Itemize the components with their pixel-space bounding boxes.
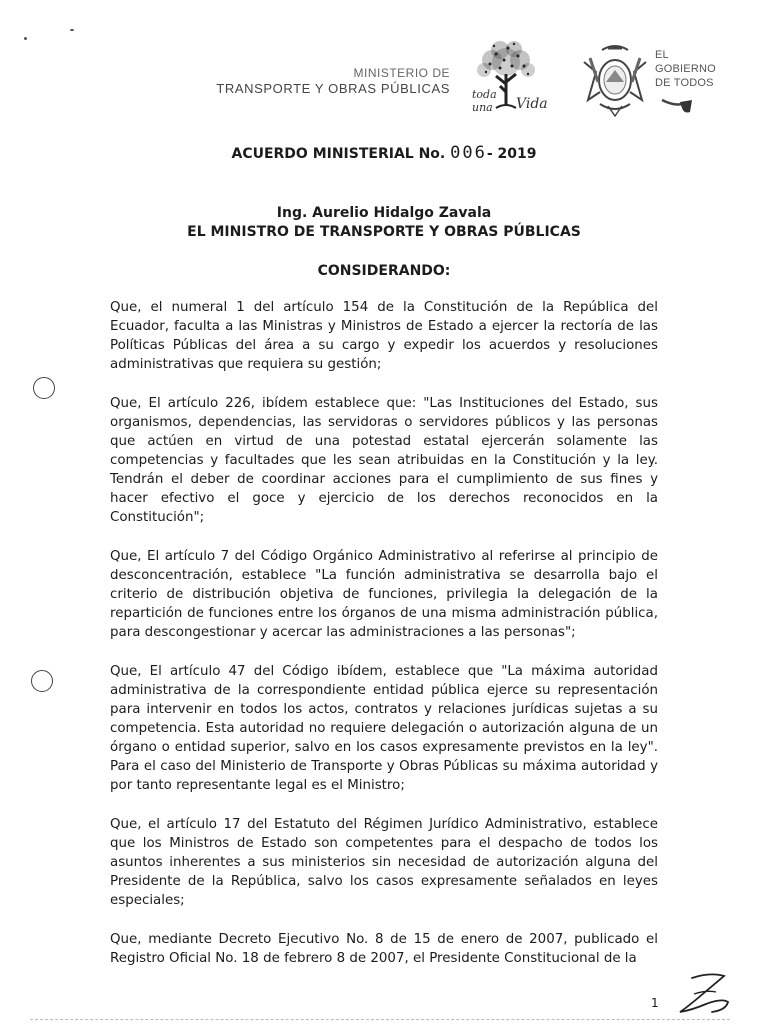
paragraph: Que, El artículo 7 del Código Orgánico Administrativo al referirse al principio de desconcentración, establece "La función administrativa se desarrolla bajo el criterio de distribución objetiva de funciones, privilegia la delegación de la repartición de funciones entre los órganos de una misma administración pública, para descongestionar y acercar las administraciones a las personas"; bbox=[110, 549, 658, 640]
title-suffix: - 2019 bbox=[486, 146, 537, 162]
document-title bbox=[0, 143, 768, 163]
pipe-icon bbox=[660, 96, 694, 114]
gobierno-logo bbox=[655, 48, 716, 90]
ministry-name-line2: TRANSPORTE Y OBRAS PÚBLICAS bbox=[216, 81, 450, 96]
page-number: 1 bbox=[651, 996, 659, 1010]
title-number: 006 bbox=[450, 143, 487, 163]
punch-hole-icon bbox=[33, 377, 55, 399]
paragraph: Que, el artículo 17 del Estatuto del Régimen Jurídico Administrativo, establece que los Ministros de Estado son competentes para el despacho de todos los asuntos inherentes a sus ministerios sin necesidad de autorización alguna del Presidente de la República, salvo los casos expresamente señalados en leyes especiales; bbox=[110, 817, 658, 908]
paragraph: Que, El artículo 47 del Código ibídem, establece que "La máxima autoridad administrativa de la correspondiente entidad pública ejerce su representación para intervenir en todos los actos, contratos y relaciones jurídicas sujetas a su competencia. Esta autoridad no requiere delegación o autorización alguna de un órgano o entidad superior, salvo en los casos expresamente previstos en la ley". Para el caso del Ministerio de Transporte y Obras Públicas su máxima autoridad y por tanto representante legal es el Ministro; bbox=[110, 664, 658, 793]
author-name: Ing. Aurelio Hidalgo Zavala bbox=[276, 205, 492, 221]
paragraph: Que, el numeral 1 del artículo 154 de la Constitución de la República del Ecuador, faculta a las Ministras y Ministros de Estado a ejercer la rectoría de las Políticas Públicas del área a su cargo y expedir los acuerdos y resoluciones administrativas que requiera su gestión; bbox=[110, 300, 658, 372]
title-prefix: ACUERDO MINISTERIAL No. bbox=[231, 146, 446, 162]
paragraph: Que, mediante Decreto Ejecutivo No. 8 de 15 de enero de 2007, publicado el Registro Oficial No. 18 de febrero 8 de 2007, el Presidente Constitucional de la bbox=[110, 932, 658, 966]
signature-initials-icon bbox=[672, 968, 734, 1018]
ministry-name-line1: MINISTERIO DE bbox=[353, 66, 450, 80]
paragraph: Que, El artículo 226, ibídem establece que: "Las Instituciones del Estado, sus organismos, dependencias, las servidoras o servidores públicos y las personas que actúen en virtud de una potestad estatal ejercerán solamente las competencias y facultades que les sean atribuidas en la Constitución y la ley. Tendrán el deber de coordinar acciones para el cumplimiento de sus fines y hacer efectivo el goce y ejercicio de los derechos reconocidos en la Constitución"; bbox=[110, 396, 658, 525]
logo-text-b: Vida bbox=[516, 96, 548, 112]
gob-line2: GOBIERNO bbox=[655, 63, 716, 75]
letterhead bbox=[0, 0, 768, 130]
ministry-name bbox=[200, 66, 450, 96]
gob-line1: EL bbox=[655, 49, 669, 61]
coat-of-arms-icon bbox=[578, 42, 652, 118]
section-heading: CONSIDERANDO: bbox=[317, 263, 451, 279]
footer-rule bbox=[30, 1019, 730, 1020]
logo-text-a: toda una bbox=[472, 88, 497, 114]
author-block bbox=[0, 204, 768, 242]
document-body bbox=[110, 298, 658, 988]
punch-hole-icon bbox=[31, 670, 53, 692]
author-role: EL MINISTRO DE TRANSPORTE Y OBRAS PÚBLICAS bbox=[187, 224, 581, 240]
gob-line3: DE TODOS bbox=[655, 77, 714, 89]
